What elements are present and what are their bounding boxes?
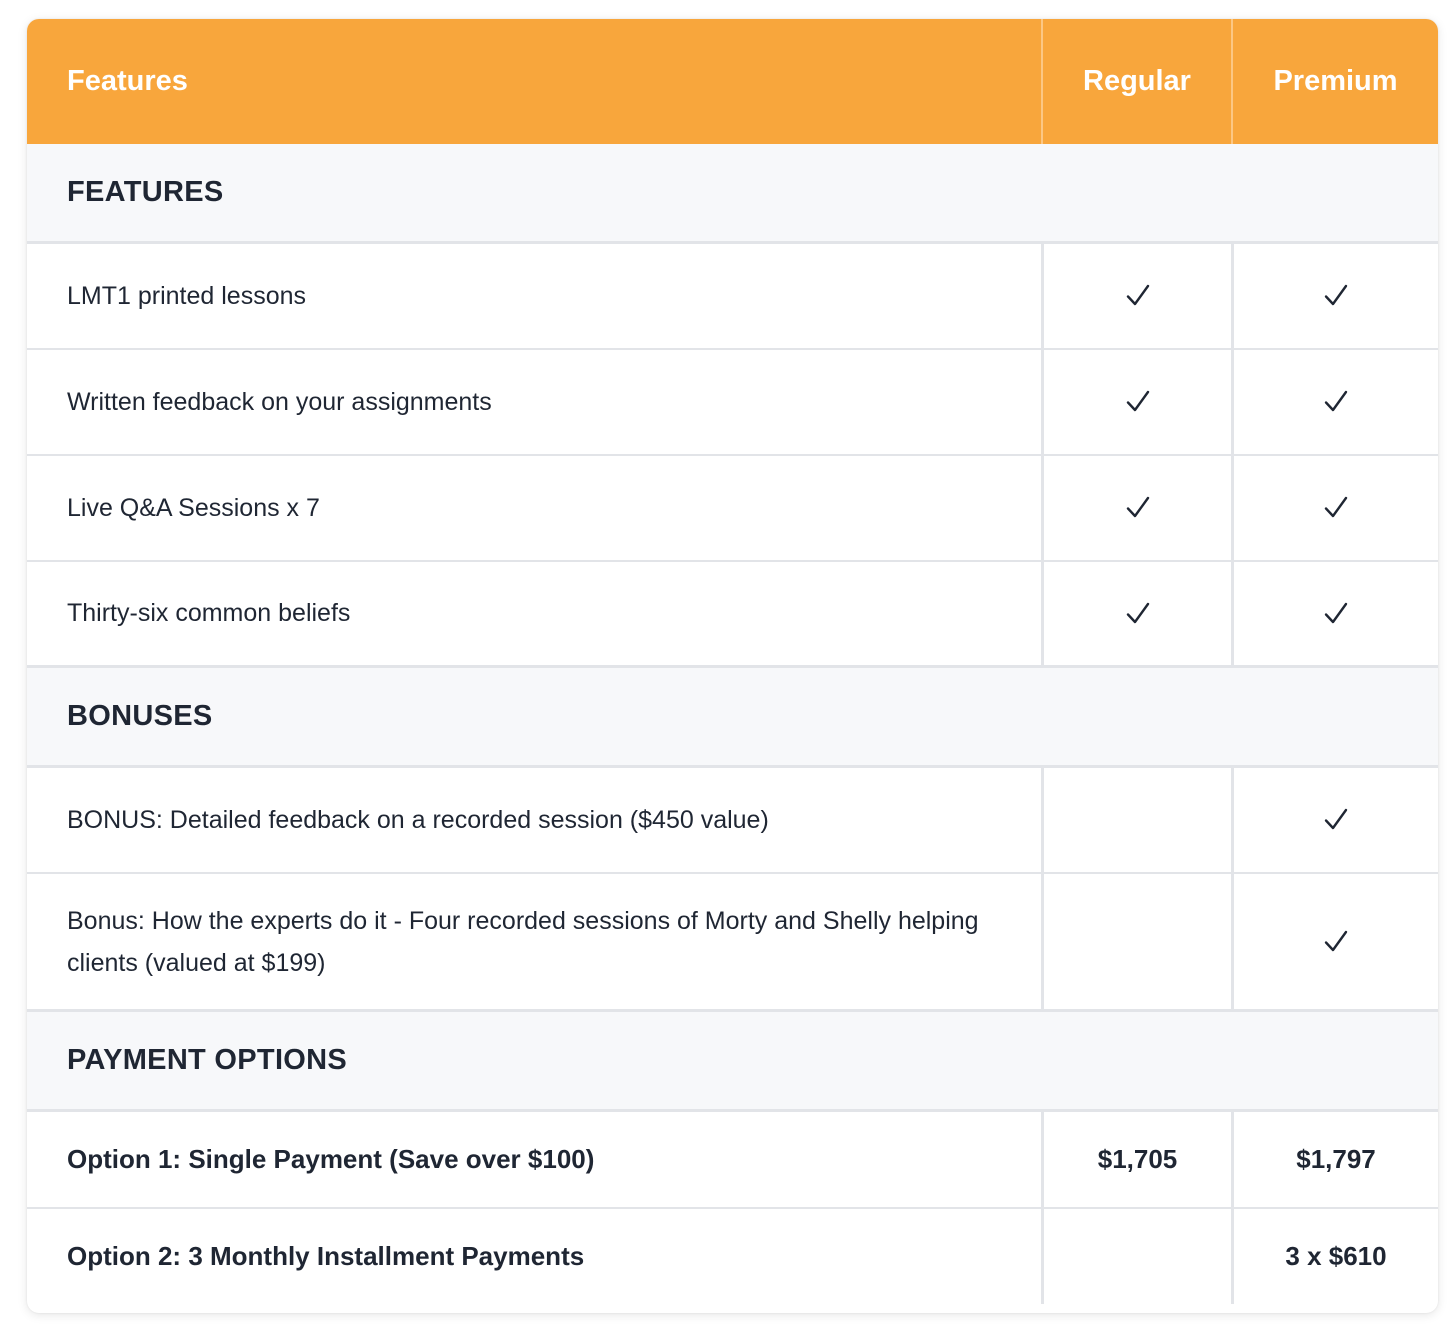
regular-price	[1041, 1209, 1231, 1304]
feature-label: Thirty-six common beliefs	[67, 599, 351, 627]
regular-cell	[1041, 562, 1231, 665]
comparison-table	[27, 19, 1438, 1313]
section-title: BONUSES	[67, 700, 213, 732]
table-row	[27, 244, 1438, 350]
check-icon	[1323, 283, 1349, 309]
premium-price: 3 x $610	[1231, 1209, 1438, 1304]
check-icon	[1125, 601, 1151, 627]
check-icon	[1323, 807, 1349, 833]
table-header	[27, 19, 1438, 144]
check-icon	[1323, 601, 1349, 627]
table-row	[27, 1112, 1438, 1209]
premium-cell	[1231, 244, 1438, 348]
section-header-features	[27, 144, 1438, 244]
premium-cell	[1231, 874, 1438, 1009]
regular-price: $1,705	[1041, 1112, 1231, 1207]
table-row	[27, 350, 1438, 456]
payment-label: Option 1: Single Payment (Save over $100)	[67, 1144, 595, 1174]
feature-label: Live Q&A Sessions x 7	[67, 493, 320, 522]
check-icon	[1323, 389, 1349, 415]
feature-label: Written feedback on your assignments	[67, 387, 492, 416]
table-row	[27, 456, 1438, 562]
section-header-payment	[27, 1012, 1438, 1112]
payment-label: Option 2: 3 Monthly Installment Payments	[67, 1241, 585, 1271]
premium-cell	[1231, 456, 1438, 560]
table-row	[27, 562, 1438, 668]
table-row	[27, 1209, 1438, 1304]
section-title: FEATURES	[67, 176, 224, 208]
regular-cell	[1041, 350, 1231, 454]
table-row	[27, 768, 1438, 874]
header-regular: Regular	[1041, 19, 1231, 144]
header-premium: Premium	[1231, 19, 1438, 144]
check-icon	[1323, 929, 1349, 955]
regular-cell	[1041, 768, 1231, 872]
premium-price: $1,797	[1231, 1112, 1438, 1207]
regular-cell	[1041, 456, 1231, 560]
header-features: Features	[67, 65, 188, 97]
premium-cell	[1231, 562, 1438, 665]
feature-label: BONUS: Detailed feedback on a recorded session ($450 value)	[67, 805, 769, 834]
regular-cell	[1041, 874, 1231, 1009]
regular-cell	[1041, 244, 1231, 348]
table-row	[27, 874, 1438, 1012]
feature-label: LMT1 printed lessons	[67, 281, 307, 310]
premium-cell	[1231, 768, 1438, 872]
section-header-bonuses	[27, 668, 1438, 768]
feature-label: Bonus: How the experts do it - Four recorded sessions of Morty and Shelly helping clients (valued at $199)	[67, 906, 979, 977]
section-title: PAYMENT OPTIONS	[67, 1044, 348, 1076]
premium-cell	[1231, 350, 1438, 454]
check-icon	[1125, 283, 1151, 309]
check-icon	[1125, 495, 1151, 521]
check-icon	[1323, 495, 1349, 521]
check-icon	[1125, 389, 1151, 415]
